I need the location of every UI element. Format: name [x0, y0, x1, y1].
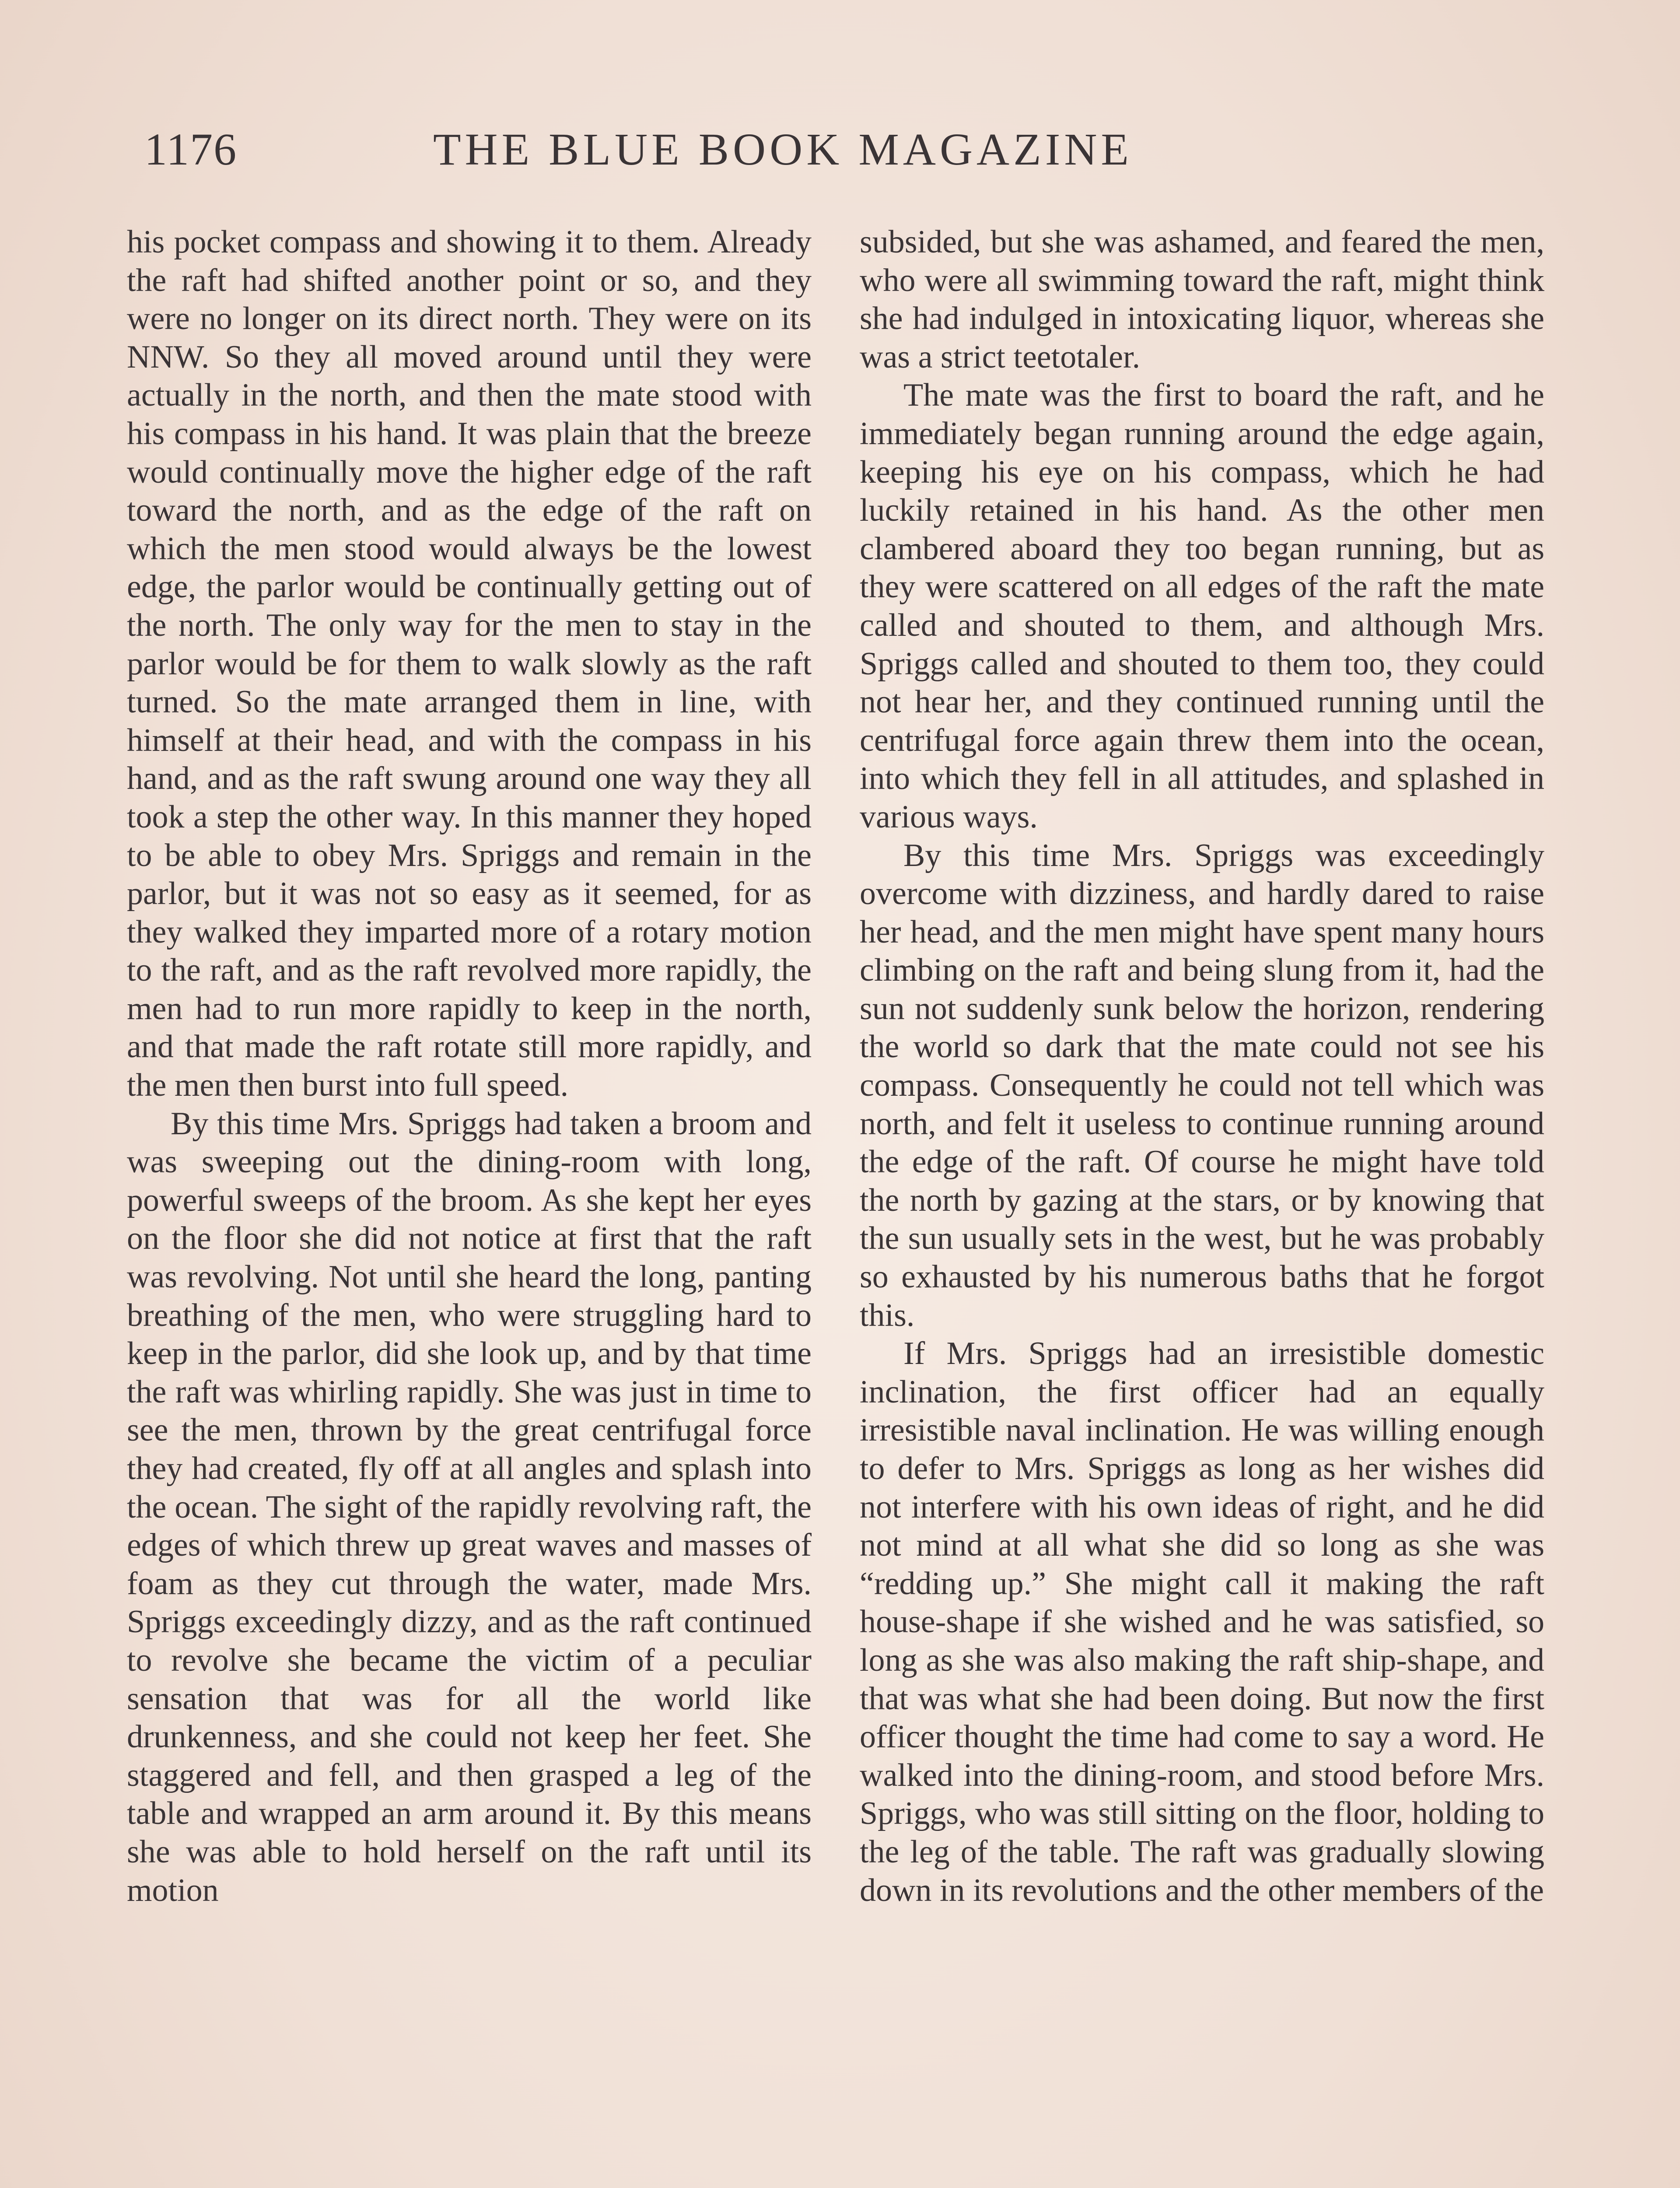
paragraph: his pocket compass and showing it to them. Already the raft had shifted another point or so, and they were no longer on its direct north. They were on its NNW. So they all moved around until they were actually in the north, and then the mate stood with his compass in his hand. It was plain that the breeze would continually move the higher edge of the raft toward the north, and as the edge of the raft on which the men stood would always be the lowest edge, the parlor would be continually getting out of the north. The only way for the men to stay in the parlor would be for them to walk slowly as the raft turned. So the mate arranged them in line, with himself at their head, and with the compass in his hand, and as the raft swung around one way they all took a step the other way. In this manner they hoped to be able to obey Mrs. Spriggs and remain in the parlor, but it was not so easy as it seemed, for as they walked they imparted more of a rotary motion to the raft, and as the raft revolved more rapidly, the men had to run more rapidly to keep in the north, and that made the raft rotate still more rapidly, and the men then burst into full speed.: [127, 224, 812, 1104]
paragraph: subsided, but she was ashamed, and feared the men, who were all swimming toward the raft, might think she had indulged in intoxicating liquor, whereas she was a strict teetotaler.: [860, 224, 1544, 375]
page-number: 1176: [144, 124, 238, 175]
paragraph: By this time Mrs. Spriggs had taken a broom and was sweeping out the dining-room with long, powerful sweeps of the broom. As she kept her eyes on the floor she did not notice at first that the raft was revolving. Not until she heard the long, panting breathing of the men, who were struggling hard to keep in the parlor, did she look up, and by that time the raft was whirling rapidly. She was just in time to see the men, thrown by the great centrifugal force they had created, fly off at all angles and splash into the ocean. The sight of the rapidly revolving raft, the edges of which threw up great waves and masses of foam as they cut through the water, made Mrs. Spriggs exceedingly dizzy, and as the raft continued to revolve she became the victim of a peculiar sensation that was for all the world like drunkenness, and she could not keep her feet. She staggered and fell, and then grasped a leg of the table and wrapped an arm around it. By this means she was able to hold herself on the raft until its motion: [127, 1105, 812, 1908]
text-column-left: [127, 223, 812, 1910]
running-head: THE BLUE BOOK MAGAZINE: [433, 124, 1133, 175]
paragraph: The mate was the first to board the raft, and he immediately began running around the edge again, keeping his eye on his compass, which he had luckily retained in his hand. As the other men clambered aboard they too began running, but as they were scattered on all edges of the raft the mate called and shouted to them, and although Mrs. Spriggs called and shouted to them too, they could not hear her, and they continued running until the centrifugal force again threw them into the ocean, into which they fell in all attitudes, and splashed in various ways.: [860, 377, 1544, 835]
paragraph: If Mrs. Spriggs had an irresistible domestic inclination, the first officer had an equally irresistible naval inclination. He was willing enough to defer to Mrs. Spriggs as long as her wishes did not interfere with his own ideas of right, and he did not mind at all what she did so long as she was “redding up.” She might call it making the raft house-shape if she wished and he was satisfied, so long as she was also making the raft ship-shape, and that was what she had been doing. But now the first officer thought the time had come to say a word. He walked into the dining-room, and stood before Mrs. Spriggs, who was still sitting on the floor, holding to the leg of the table. The raft was gradually slowing down in its revolutions and the other members of the: [860, 1336, 1544, 1908]
paragraph: By this time Mrs. Spriggs was exceedingly overcome with dizziness, and hardly dared to raise her head, and the men might have spent many hours climbing on the raft and being slung from it, had the sun not suddenly sunk below the horizon, rendering the world so dark that the mate could not see his compass. Consequently he could not tell which was north, and felt it useless to continue running around the edge of the raft. Of course he might have told the north by gazing at the stars, or by knowing that the sun usually sets in the west, but he was probably so exhausted by his numerous baths that he forgot this.: [860, 837, 1544, 1333]
text-column-right: [860, 223, 1544, 1910]
